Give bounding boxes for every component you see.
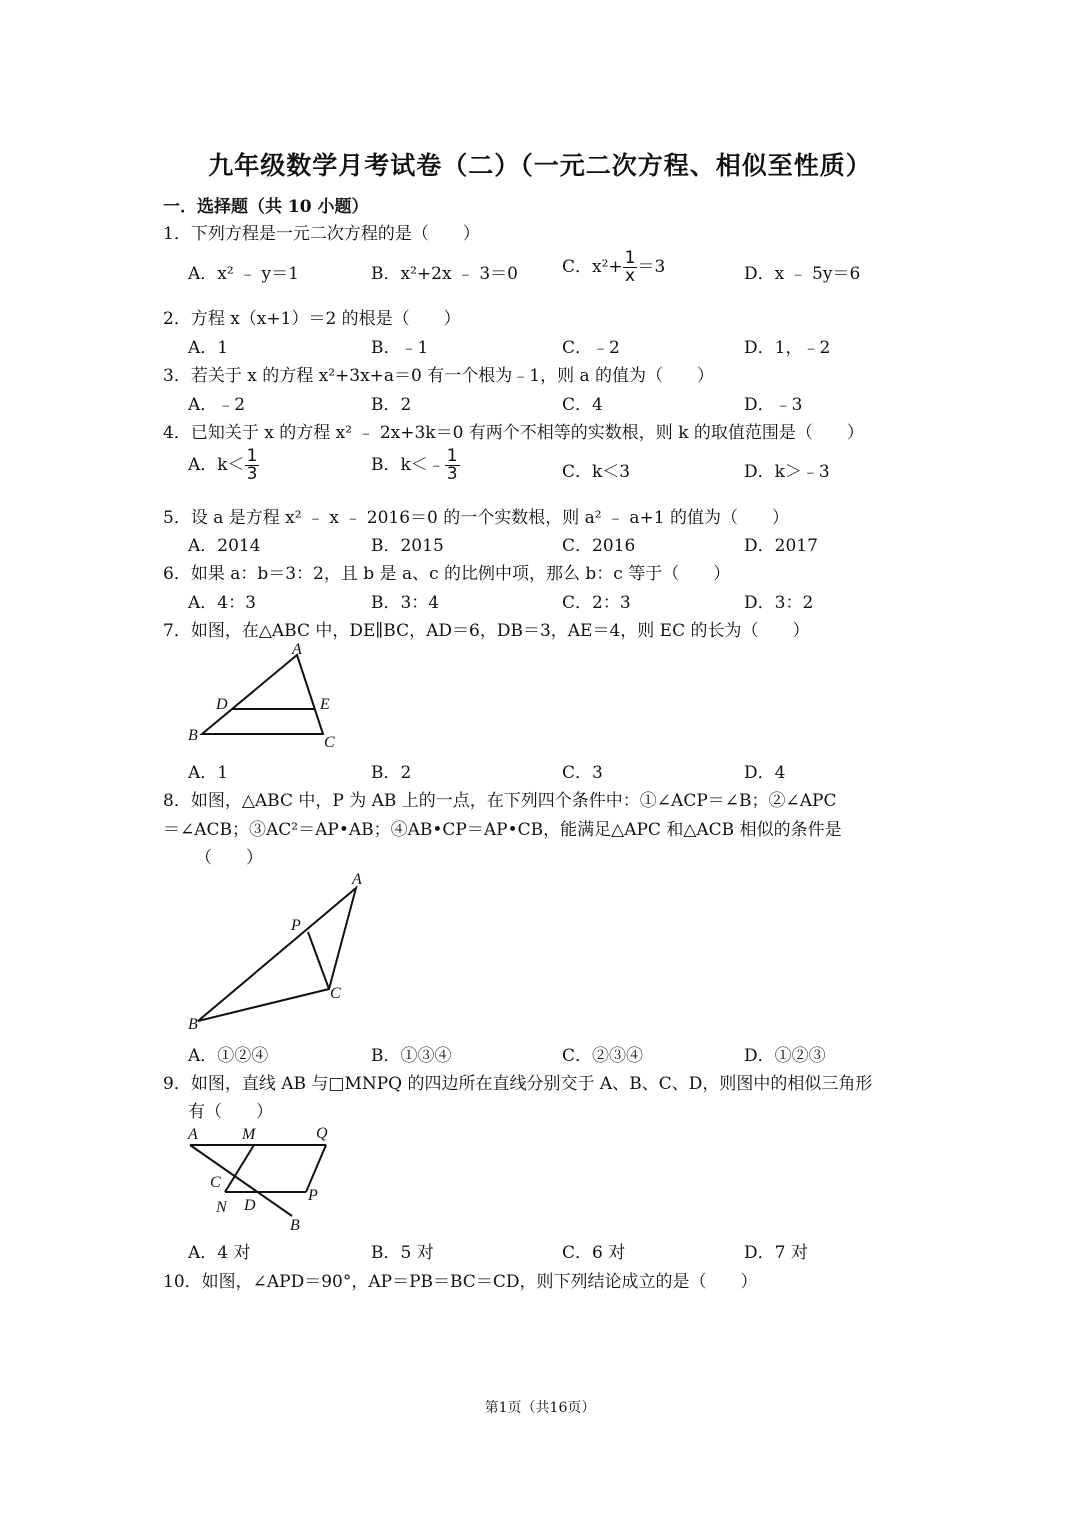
q8-option-a: A．①②④ bbox=[188, 1046, 269, 1066]
fraction bbox=[245, 448, 260, 483]
label-e: E bbox=[320, 696, 330, 713]
q6-option-b: B．3：4 bbox=[371, 593, 440, 613]
fraction-numerator: 1 bbox=[246, 446, 258, 466]
q9-option-d: D．7 对 bbox=[744, 1243, 808, 1263]
side-qp bbox=[306, 1145, 326, 1192]
page-title: 九年级数学月考试卷（二）（一元二次方程、相似至性质） bbox=[208, 151, 872, 180]
q1-option-c-suffix: ＝3 bbox=[637, 257, 666, 277]
fraction bbox=[623, 250, 638, 285]
q1-option-c-prefix: C．x²+ bbox=[562, 257, 623, 277]
fraction bbox=[445, 448, 460, 483]
question-5-stem: 5．设 a 是方程 x² ﹣ x ﹣ 2016＝0 的一个实数根，则 a² ﹣ a+1 的值为（ ） bbox=[163, 508, 790, 528]
question-3-stem: 3．若关于 x 的方程 x²+3x+a＝0 有一个根为﹣1，则 a 的值为（ ） bbox=[163, 366, 715, 386]
label-p: P bbox=[291, 917, 301, 934]
label-a: A bbox=[292, 641, 302, 658]
q6-option-c: C．2：3 bbox=[562, 593, 631, 613]
question-9-line-1: 9．如图，直线 AB 与□MNPQ 的四边所在直线分别交于 A、B、C、D，则图中的相似三角形 bbox=[163, 1074, 873, 1094]
segment-pc bbox=[308, 932, 329, 989]
q7-option-c: C．3 bbox=[562, 763, 603, 783]
label-c: C bbox=[324, 734, 335, 751]
label-b: B bbox=[188, 727, 198, 744]
question-8-line-3: （ ） bbox=[195, 848, 263, 868]
label-q: Q bbox=[316, 1125, 328, 1142]
fraction-denominator: 3 bbox=[446, 464, 458, 484]
q3-option-a: A．﹣2 bbox=[188, 395, 246, 415]
label-a: A bbox=[188, 1126, 198, 1143]
label-p: P bbox=[308, 1187, 318, 1204]
q4-option-a bbox=[188, 448, 259, 483]
label-b: B bbox=[188, 1016, 198, 1033]
label-a: A bbox=[352, 871, 362, 888]
q3-option-b: B．2 bbox=[371, 395, 412, 415]
q9-option-c: C．6 对 bbox=[562, 1243, 626, 1263]
label-d: D bbox=[244, 1197, 256, 1214]
section-heading: 一．选择题（共 10 小题） bbox=[163, 197, 369, 217]
q8-option-c: C．②③④ bbox=[562, 1046, 644, 1066]
q2-option-d: D．1，﹣2 bbox=[744, 338, 831, 358]
q6-option-a: A．4：3 bbox=[188, 593, 256, 613]
question-1-stem: 1．下列方程是一元二次方程的是（ ） bbox=[163, 224, 480, 244]
label-c: C bbox=[210, 1174, 221, 1191]
fraction-denominator: x bbox=[625, 266, 636, 286]
question-4-stem: 4．已知关于 x 的方程 x² ﹣ 2x+3k＝0 有两个不相等的实数根，则 k 的取值范围是（ ） bbox=[163, 423, 864, 443]
figure-q9-parallelogram bbox=[180, 1120, 350, 1235]
page-footer: 第1页（共16页） bbox=[484, 1400, 596, 1416]
label-m: M bbox=[242, 1126, 256, 1143]
q1-option-b: B．x²+2x ﹣ 3＝0 bbox=[371, 264, 518, 284]
figure-q7-triangle bbox=[180, 640, 350, 752]
q4-option-d: D．k＞﹣3 bbox=[744, 462, 830, 482]
question-8-line-1: 8．如图，△ABC 中，P 为 AB 上的一点，在下列四个条件中：①∠ACP＝∠B；②∠APC bbox=[163, 791, 837, 811]
q4-option-a-prefix: A．k＜ bbox=[188, 455, 245, 475]
q1-option-a: A．x² ﹣ y＝1 bbox=[188, 264, 299, 284]
q9-option-a: A．4 对 bbox=[188, 1243, 251, 1263]
q5-option-a: A．2014 bbox=[188, 536, 261, 556]
q4-option-b-prefix: B．k＜﹣ bbox=[371, 455, 445, 475]
q1-option-c bbox=[562, 250, 665, 285]
q2-option-b: B．﹣1 bbox=[371, 338, 429, 358]
q5-option-c: C．2016 bbox=[562, 536, 636, 556]
fraction-numerator: 1 bbox=[446, 446, 458, 466]
question-7-stem: 7．如图，在△ABC 中，DE∥BC，AD＝6，DB＝3，AE＝4，则 EC 的长为（ ） bbox=[163, 621, 810, 641]
q3-option-d: D．﹣3 bbox=[744, 395, 803, 415]
q7-option-d: D．4 bbox=[744, 763, 786, 783]
q6-option-d: D．3：2 bbox=[744, 593, 814, 613]
q2-option-c: C．﹣2 bbox=[562, 338, 620, 358]
label-d: D bbox=[216, 696, 228, 713]
fraction-numerator: 1 bbox=[624, 248, 636, 268]
q3-option-c: C．4 bbox=[562, 395, 603, 415]
q7-option-a: A．1 bbox=[188, 763, 229, 783]
question-6-stem: 6．如果 a：b＝3：2，且 b 是 a、c 的比例中项，那么 b：c 等于（ ） bbox=[163, 564, 731, 584]
question-9-line-2: 有（ ） bbox=[188, 1102, 273, 1122]
fraction-denominator: 3 bbox=[246, 464, 258, 484]
label-b: B bbox=[290, 1217, 300, 1234]
q1-option-d: D．x ﹣ 5y＝6 bbox=[744, 264, 861, 284]
label-c: C bbox=[330, 985, 341, 1002]
triangle-abc bbox=[202, 655, 323, 734]
question-2-stem: 2．方程 x（x+1）＝2 的根是（ ） bbox=[163, 309, 461, 329]
figure-q8-triangle bbox=[180, 868, 380, 1036]
question-10-stem: 10．如图，∠APD＝90°，AP＝PB＝BC＝CD，则下列结论成立的是（ ） bbox=[163, 1272, 758, 1292]
q5-option-b: B．2015 bbox=[371, 536, 444, 556]
q9-option-b: B．5 对 bbox=[371, 1243, 434, 1263]
q8-option-b: B．①③④ bbox=[371, 1046, 452, 1066]
side-mn bbox=[225, 1145, 254, 1192]
q8-option-d: D．①②③ bbox=[744, 1046, 826, 1066]
label-n: N bbox=[216, 1199, 227, 1216]
q7-option-b: B．2 bbox=[371, 763, 412, 783]
q4-option-c: C．k＜3 bbox=[562, 462, 631, 482]
question-8-line-2: ＝∠ACB；③AC²＝AP•AB；④AB•CP＝AP•CB，能满足△APC 和△ACB 相似的条件是 bbox=[163, 820, 842, 840]
q2-option-a: A．1 bbox=[188, 338, 229, 358]
line-ab bbox=[190, 1145, 292, 1216]
q5-option-d: D．2017 bbox=[744, 536, 818, 556]
q4-option-b bbox=[371, 448, 460, 483]
